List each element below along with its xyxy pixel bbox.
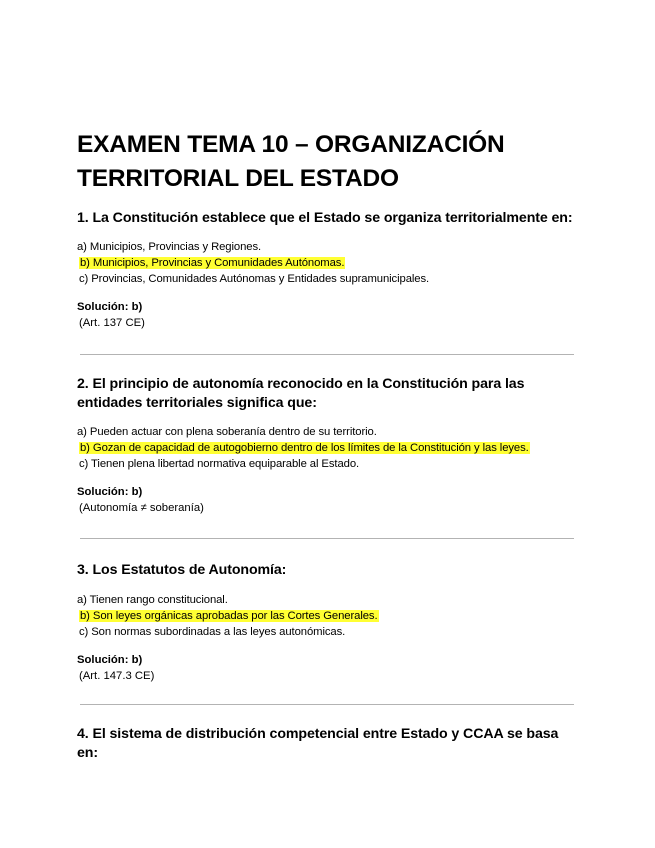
option-a-text: a) Tienen rango constitucional. (77, 594, 228, 606)
option-c-text: c) Son normas subordinadas a las leyes autonómicas. (79, 626, 346, 638)
page-title: EXAMEN TEMA 10 – ORGANIZACIÓN TERRITORIAL DEL ESTADO (77, 131, 505, 192)
question-4 (77, 725, 577, 763)
question-text: 3. Los Estatutos de Autonomía: (77, 562, 287, 578)
option-c (77, 456, 577, 472)
option-b-correct (77, 440, 577, 456)
solution-label: Solución: b) (77, 486, 143, 498)
question-3 (77, 561, 577, 684)
option-c-text: c) Provincias, Comunidades Autónomas y Entidades supramunicipales. (79, 273, 430, 285)
divider (80, 538, 574, 539)
solution-label: Solución: b) (77, 301, 143, 313)
option-c (77, 271, 577, 287)
option-c-text: c) Tienen plena libertad normativa equiparable al Estado. (79, 458, 360, 470)
question-text: 1. La Constitución establece que el Estado se organiza territorialmente en: (77, 210, 573, 226)
option-a (77, 424, 577, 440)
divider (80, 354, 574, 355)
options-list (77, 239, 577, 287)
option-b-correct (77, 255, 577, 271)
option-b-text: b) Son leyes orgánicas aprobadas por las Cortes Generales. (80, 610, 378, 622)
options-list (77, 592, 577, 640)
question-text: 4. El sistema de distribución competencial entre Estado y CCAA se basa en: (77, 726, 559, 761)
question-text: 2. El principio de autonomía reconocido en la Constitución para las entidades territoriales significa que: (77, 376, 525, 411)
option-b-text: b) Gozan de capacidad de autogobierno dentro de los límites de la Constitución y las leyes. (80, 442, 529, 454)
solution-block (77, 652, 577, 684)
option-a (77, 592, 577, 608)
solution-block (77, 299, 577, 331)
solution-label: Solución: b) (77, 654, 143, 666)
solution-reference: (Art. 137 CE) (79, 317, 145, 329)
divider (80, 704, 574, 705)
solution-reference: (Art. 147.3 CE) (79, 670, 155, 682)
option-a (77, 239, 577, 255)
solution-reference: (Autonomía ≠ soberanía) (79, 502, 204, 514)
option-b-text: b) Municipios, Provincias y Comunidades Autónomas. (80, 257, 345, 269)
question-2 (77, 375, 577, 516)
solution-block (77, 484, 577, 516)
option-b-correct (77, 608, 577, 624)
option-a-text: a) Municipios, Provincias y Regiones. (77, 241, 262, 253)
question-1 (77, 209, 577, 331)
options-list (77, 424, 577, 472)
option-c (77, 624, 577, 640)
option-a-text: a) Pueden actuar con plena soberanía dentro de su territorio. (77, 426, 377, 438)
